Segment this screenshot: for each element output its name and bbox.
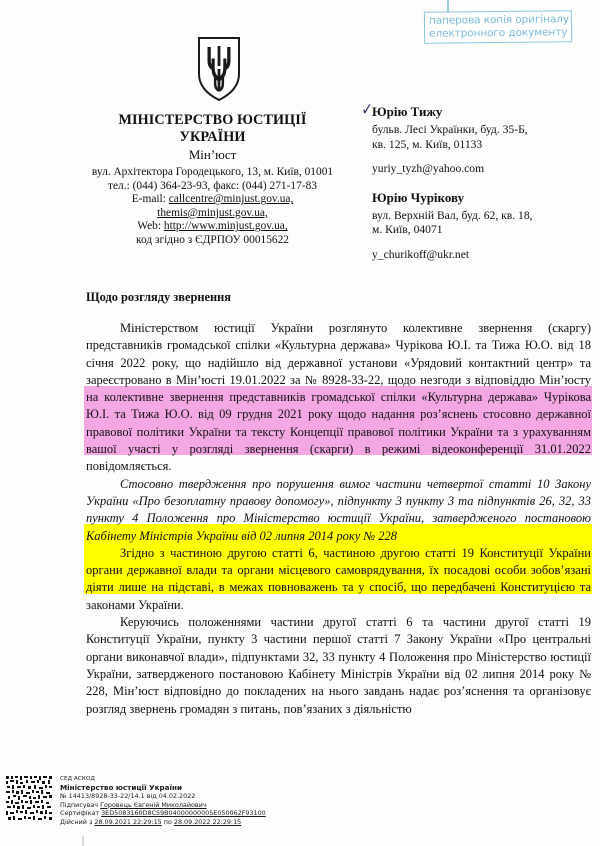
stamp-line-1: паперова копія оригіналу xyxy=(428,13,570,27)
signature-certificate-row xyxy=(60,809,266,818)
addressee-block xyxy=(361,100,587,263)
document-subject: Щодо розгляду звернення xyxy=(86,290,231,304)
paragraph-1-part-2: України та з урахуванням вашої участі у розгляді звернення (скарги) в режимі відеоконференції 31.01.2022 повідомляється. xyxy=(86,424,591,474)
web-label: Web: xyxy=(137,220,164,233)
ministry-address: вул. Архітектора Городецького, 13, м. Київ, 01001 xyxy=(91,166,334,178)
letterhead xyxy=(70,112,355,248)
signer-name: Горовець Євгеній Миколайович xyxy=(100,800,207,809)
stamp-line-2: електронного документу xyxy=(428,25,568,40)
paragraph-4-text: Керуючись положеннями частини другої статті 6 та частини другої статті 19 Конституції України, пункту 3 частини першої статті 7 Закону України «Про центральні органи виконавчої влади», підпунктами 32, 33 пункту 4 Положення про Міністерство юстиції України, затвердженого постановою Кабінету Міністрів України від 02 липня 2014 року № 228, Мін’юст відповідно до покладених на нього завдань надає роз’яснення та організовує розгляд звернень громадян з питань, пов’язаних з діяльністю xyxy=(86,615,591,716)
body-paragraph-1 xyxy=(86,320,591,476)
signature-organization: Міністерство юстиції України xyxy=(60,783,182,793)
recipient-2-address-line-1: вул. Верхній Вал, буд. 62, кв. 18, xyxy=(372,208,533,222)
ministry-short-name: Мін’юст xyxy=(188,147,237,162)
electronic-signature-block xyxy=(5,775,266,827)
signature-details xyxy=(60,775,266,827)
certificate-label: Сертифікат xyxy=(60,809,102,818)
signature-validity-row xyxy=(60,818,266,827)
stamp-tick-mark xyxy=(447,0,449,12)
recipient-1-email[interactable]: yuriy_tyzh@yahoo.com xyxy=(372,162,485,176)
paragraph-1-part-1: Міністерством юстиції України розглянуто колективне звернення (скаргу) представників громадської спілки «Культурна держава» Чурікова Ю.І. та Тижа Ю.О. від 18 січня 2022 року, що надійшло від державної установи «Урядовий контактний центр» та зареєстровано в Мін’юсті 19.01.2022 за xyxy=(86,321,591,387)
recipient-1-address-line-1: бульв. Лесі Українки, буд. 35-Б, xyxy=(372,123,528,136)
ministry-phone: тел.: (044) 364-23-93, факс: (044) 271-17-83 xyxy=(108,179,317,192)
recipient-1-name: Юрію Тижу xyxy=(372,104,443,119)
ministry-email-row-2 xyxy=(70,207,355,221)
paragraph-1-highlighted: № 8928-33-22, щодо незгоди з відповіддю Мін’юсту на колективне звернення представників громадської спілки «Культурна держава» Чурікова Ю.І. та Тижа Ю.О. від 09 грудня 2021 року щодо надання роз’яснень стосовно державної правової політики України та тексту Концепції правової політики xyxy=(86,372,591,439)
valid-to: 28.09.2022 22:29:15 xyxy=(173,817,242,826)
body-paragraph-3 xyxy=(86,545,591,614)
website-link[interactable]: http://www.minjust.gov.ua, xyxy=(163,220,288,233)
body-paragraph-2-highlighted xyxy=(86,476,591,545)
valid-label: Дійсний з xyxy=(60,817,95,826)
recipient-2-name: Юрію Чурікову xyxy=(372,189,465,205)
recipient-1-address-line-2: кв. 125, м. Київ, 01133 xyxy=(372,137,483,151)
ministry-email-row-1 xyxy=(70,193,355,207)
qr-code-icon xyxy=(5,775,53,823)
email-address-1[interactable]: callcentre@minjust.gov.ua, xyxy=(168,193,294,206)
body-paragraph-4 xyxy=(86,614,591,718)
coat-of-arms-icon xyxy=(196,36,242,102)
signature-system: СЕД АСКОД xyxy=(60,776,95,782)
paragraph-2-text: Стосовно твердження про порушення вимог частини четвертої статті 10 Закону України «Про безоплатну правову допомогу», підпункту 3 пункту 3 та підпунктів 26, 32, 33 пункту 4 Положення про Міністерство юстиції України, затвердженого постановою Кабінету Міністрів України від 02 липня 2014 року № 228 xyxy=(86,476,591,543)
email-address-2[interactable]: themis@minjust.gov.ua, xyxy=(157,206,268,219)
ministry-title-line-1: МІНІСТЕРСТВО ЮСТИЦІЇ xyxy=(118,112,307,128)
paragraph-3-text: Згідно з частиною другою статті 6, частиною другою статті 19 Конституції України органи державної влади та органи місцевого самоврядування, їх посадові особи зобов’язані діяти лише на підставі, в межах повноважень та у спосіб, що передбачені Конституцією та законами України. xyxy=(86,545,591,612)
signer-label: Підписувач xyxy=(60,800,101,809)
recipient-2-address-line-2: м. Київ, 04071 xyxy=(372,223,443,237)
recipient-2-email[interactable]: y_churikoff@ukr.net xyxy=(372,247,470,261)
edrpou-code: код згідно з ЄДРПОУ 00015622 xyxy=(136,233,289,246)
page-divider xyxy=(82,836,84,846)
ministry-web-row xyxy=(70,220,355,234)
valid-from: 28.09.2021 22:29:15 xyxy=(94,817,162,826)
paper-copy-stamp xyxy=(424,10,572,44)
certificate-value: 3ED5083160D8C59B04000000005E050062F93100 xyxy=(101,809,266,818)
signature-doc-number: № 14413/8928-33-22/14.1 від 04.02.2022 xyxy=(60,792,196,801)
valid-to-label: по xyxy=(161,817,174,826)
document-body xyxy=(86,320,591,718)
email-label: E-mail: xyxy=(131,193,169,206)
signature-signer-row xyxy=(60,801,266,810)
ministry-title-line-2: УКРАЇНИ xyxy=(179,128,246,145)
check-mark-icon: ✓ xyxy=(361,100,373,120)
